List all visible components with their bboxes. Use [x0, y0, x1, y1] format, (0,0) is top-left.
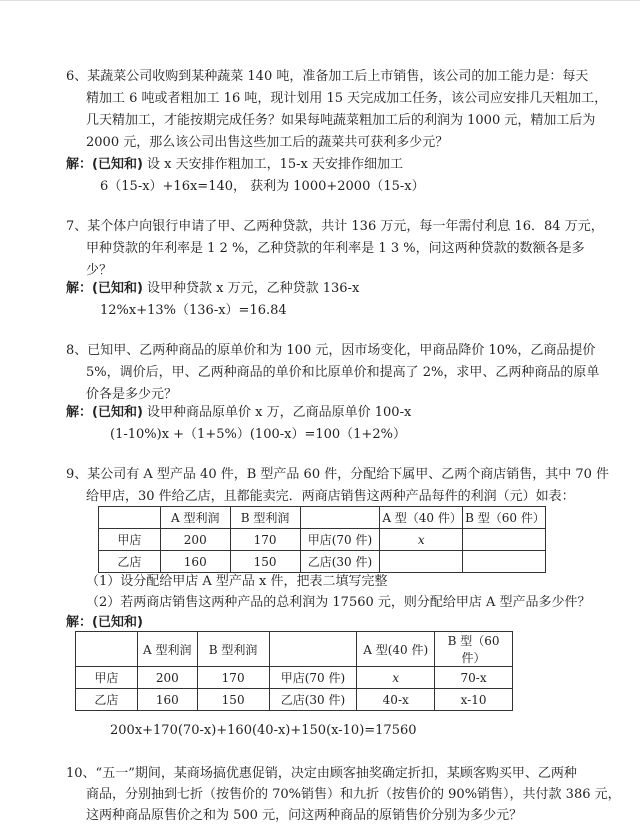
table-row: [76, 667, 513, 689]
table-cell: B 型利润: [230, 507, 300, 529]
table-cell: A 型(40 件): [357, 632, 435, 667]
table-row: [99, 529, 546, 551]
table-cell: 乙店: [76, 689, 138, 711]
problem-6-solution: [66, 157, 403, 173]
table-cell: 150: [230, 551, 300, 573]
solution-setup: 设甲种商品原单价 x 万，乙商品原单价 100-x: [147, 405, 412, 420]
table-cell: [300, 507, 380, 529]
table-cell: 乙店(30 件): [300, 551, 380, 573]
problem-6-line-2: 精加工 6 吨或者粗加工 16 吨，现计划用 15 天完成加工任务，该公司应安排几天粗加工，: [86, 91, 608, 106]
table-cell: 200: [160, 529, 230, 551]
table-row: [99, 551, 546, 573]
table-cell: [463, 529, 546, 551]
profit-table-1: [98, 506, 546, 573]
problem-9-solution: [66, 615, 143, 631]
solution-label: 解：(已知和): [66, 405, 143, 420]
table-cell: A 型利润: [160, 507, 230, 529]
solution-setup: 设甲种贷款 x 万元，乙种贷款 136-x: [147, 281, 360, 296]
problem-10-line-2: 商品，分别抽到七折（按售价的 70%销售）和九折（按售价的 90%销售），共付款 386 元，: [86, 787, 621, 802]
table-cell: 甲店(70 件): [269, 667, 357, 689]
problem-6-equation: 6（15-x）+16x=140， 获利为 1000+2000（15-x）: [100, 179, 425, 194]
table-cell: 甲店(70 件): [300, 529, 380, 551]
table-cell: [380, 551, 463, 573]
profit-table-2: [75, 631, 513, 711]
problem-9-equation: 200x+170(70-x)+160(40-x)+150(x-10)=17560: [110, 723, 417, 738]
table-row: [76, 689, 513, 711]
problem-7-line-2: 甲种贷款的年利率是 1 2 %，乙种贷款的年利率是 1 3 %，问这两种贷款的数额各是多: [86, 241, 585, 256]
table-cell: 160: [137, 689, 197, 711]
table-cell: A 型利润: [137, 632, 197, 667]
table-cell: [463, 551, 546, 573]
problem-9-question-1: （1）设分配给甲店 A 型产品 x 件，把表二填写完整: [86, 574, 388, 589]
problem-10-line-1: 10、“五一”期间，某商场搞优惠促销，决定由顾客抽奖确定折扣，某顾客购买甲、乙两种: [66, 766, 577, 781]
solution-label: 解：(已知和): [66, 281, 143, 296]
problem-7-line-1: 7、某个体户向银行申请了甲、乙两种贷款，共计 136 万元，每一年需付利息 16．84 万元，: [66, 219, 604, 234]
problem-8-solution: [66, 405, 411, 421]
table-cell: [76, 632, 138, 667]
problem-7-line-3: 少？: [86, 263, 113, 278]
table-cell: B 型利润: [197, 632, 269, 667]
problem-9-line-1: 9、某公司有 A 型产品 40 件，B 型产品 60 件，分配给下属甲、乙两个商店销售，其中 70 件: [66, 467, 610, 482]
table-cell: 甲店: [99, 529, 161, 551]
solution-label: 解：(已知和): [66, 615, 143, 630]
problem-7-solution: [66, 281, 359, 297]
solution-setup: 设 x 天安排作粗加工，15-x 天安排作细加工: [147, 157, 404, 172]
table-cell: A 型（40 件）: [380, 507, 463, 529]
problem-8-line-3: 价各是多少元？: [86, 387, 178, 402]
table-cell: 200: [137, 667, 197, 689]
table-cell: 甲店: [76, 667, 138, 689]
table-row: [76, 632, 513, 667]
top-border: [0, 0, 640, 1]
table-cell: B 型（60 件）: [435, 632, 513, 667]
problem-8-line-2: 5%，调价后，甲、乙两种商品的单价和比原单价和提高了 2%，求甲、乙两种商品的原单: [86, 365, 600, 380]
table-cell: 170: [230, 529, 300, 551]
problem-6-line-1: 6、某蔬菜公司收购到某种蔬菜 140 吨，准备加工后上市销售，该公司的加工能力是：每天: [66, 69, 589, 84]
problem-7-equation: 12%x+13%（136-x）=16.84: [100, 303, 287, 318]
table-cell: x: [357, 667, 435, 689]
problem-6-line-4: 2000 元，那么该公司出售这些加工后的蔬菜共可获利多少元？: [86, 135, 449, 150]
table-cell: 乙店(30 件): [269, 689, 357, 711]
problem-8-line-1: 8、已知甲、乙两种商品的原单价和为 100 元，因市场变化，甲商品降价 10%，乙商品提价: [66, 343, 596, 358]
table-cell: x: [380, 529, 463, 551]
problem-9-question-2: （2）若两商店销售这两种产品的总利润为 17560 元，则分配给甲店 A 型产品多少件？: [86, 595, 591, 610]
problem-8-equation: (1-10%)x +（1+5%）(100-x）=100（1+2%）: [110, 427, 406, 442]
solution-label: 解：(已知和): [66, 157, 143, 172]
table-cell: 70-x: [435, 667, 513, 689]
table-cell: 150: [197, 689, 269, 711]
problem-6-line-3: 几天精加工，才能按期完成任务？如果每吨蔬菜粗加工后的利润为 1000 元，精加工后为: [86, 113, 596, 128]
table-cell: [99, 507, 161, 529]
problem-9-line-2: 给甲店，30 件给乙店，且都能卖完．两商店销售这两种产品每件的利润（元）如表：: [86, 489, 575, 504]
table-cell: 乙店: [99, 551, 161, 573]
table-row: [99, 507, 546, 529]
table-cell: x-10: [435, 689, 513, 711]
problem-10-line-3: 这两种商品原售价之和为 500 元，问这两种商品的原销售价分别为多少元？: [86, 808, 523, 823]
table-cell: [269, 632, 357, 667]
table-cell: 170: [197, 667, 269, 689]
table-cell: 160: [160, 551, 230, 573]
table-cell: B 型（60 件）: [463, 507, 546, 529]
table-cell: 40-x: [357, 689, 435, 711]
